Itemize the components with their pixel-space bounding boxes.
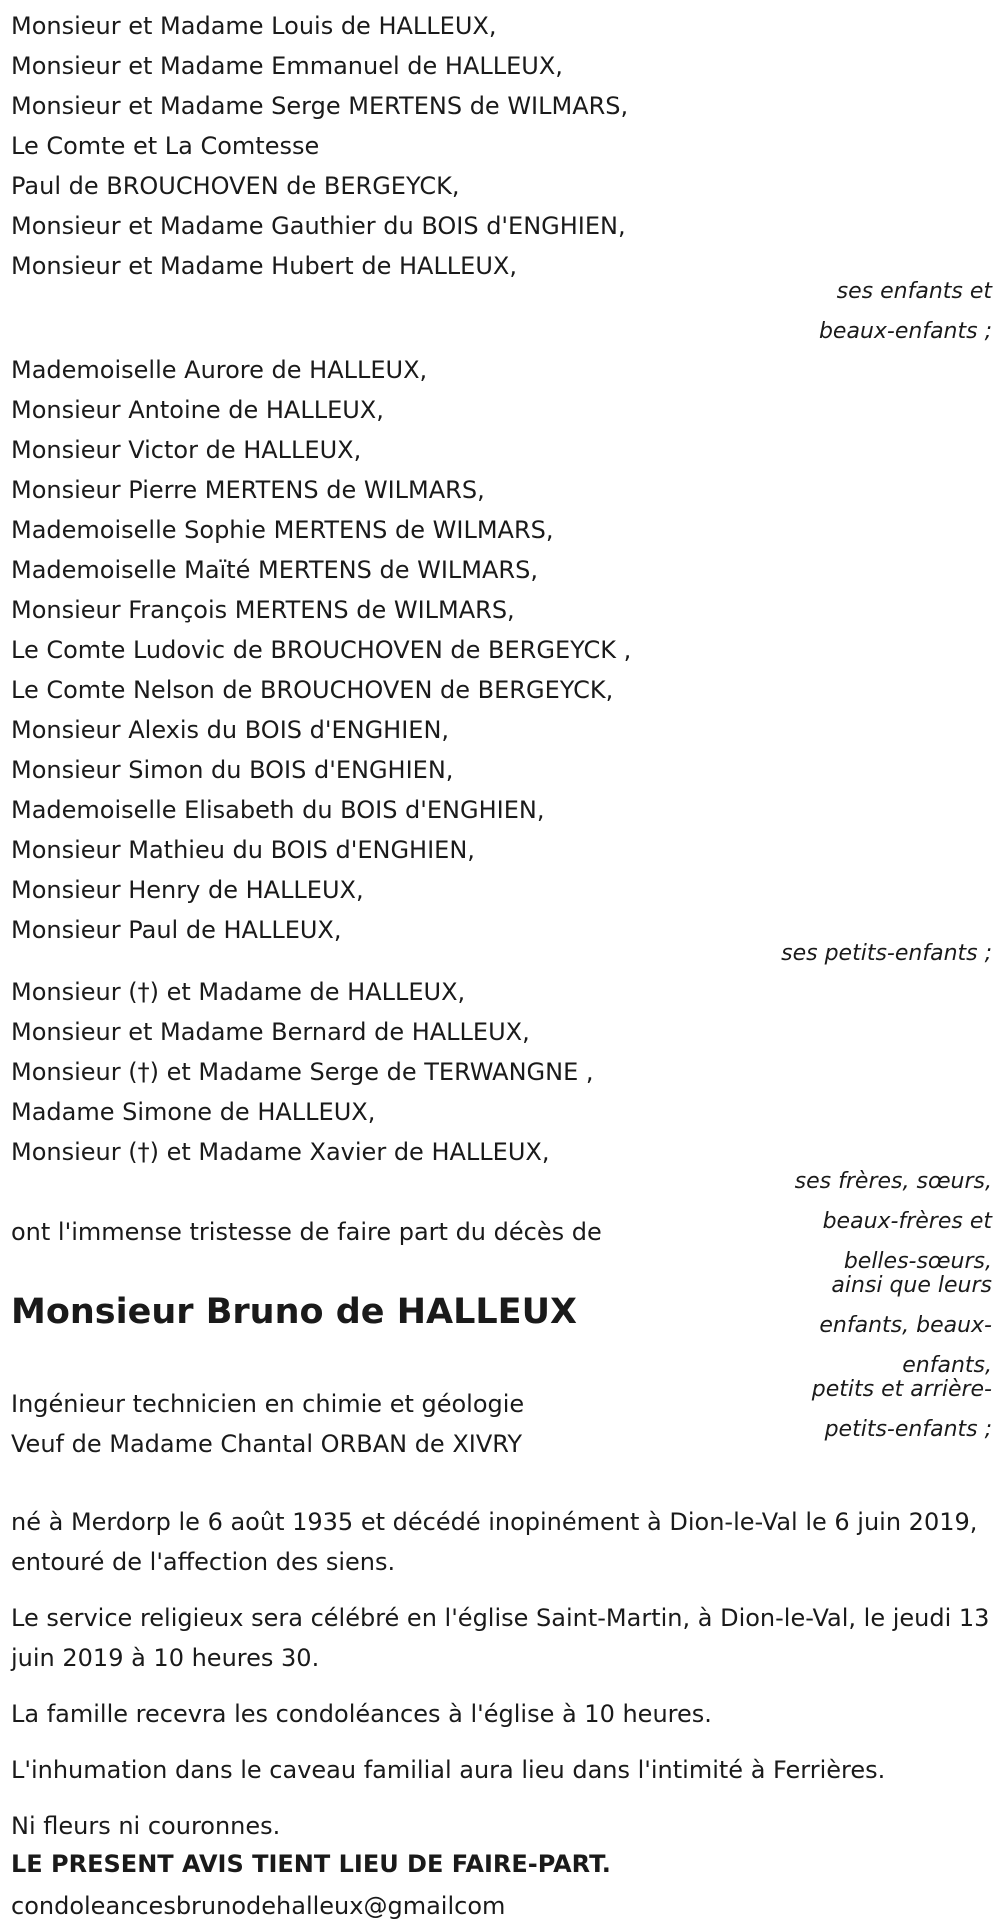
grandchild-line: Mademoiselle Elisabeth du BOIS d'ENGHIEN, <box>11 796 545 824</box>
service-paragraph: Le service religieux sera célébré en l'église Saint-Martin, à Dion-le-Val, le jeudi 13 juin 2019 à 10 heures 30. <box>11 1604 990 1672</box>
birth-death-paragraph: né à Merdorp le 6 août 1935 et décédé inopinément à Dion-le-Val le 6 juin 2019, entouré de l'affection des siens. <box>11 1508 978 1576</box>
children-line: Le Comte et La Comtesse <box>11 132 320 160</box>
grandchild-line: Le Comte Nelson de BROUCHOVEN de BERGEYCK, <box>11 676 614 704</box>
role-line: belles-sœurs, <box>843 1249 992 1274</box>
children-line: Monsieur et Madame Serge MERTENS de WILMARS, <box>11 92 629 120</box>
sibling-line: Monsieur (†) et Madame Xavier de HALLEUX, <box>11 1138 550 1166</box>
widower-text: Veuf de Madame Chantal ORBAN de XIVRY <box>11 1430 523 1458</box>
grandchild-line: Monsieur Victor de HALLEUX, <box>11 436 362 464</box>
grandchild-line: Mademoiselle Sophie MERTENS de WILMARS, <box>11 516 554 544</box>
sibling-line: Madame Simone de HALLEUX, <box>11 1098 376 1126</box>
grandchild-line: Monsieur Paul de HALLEUX, <box>11 916 342 944</box>
grandchildren-role: ses petits-enfants ; <box>781 941 992 966</box>
sibling-line: Monsieur (†) et Madame de HALLEUX, <box>11 978 466 1006</box>
condolences-paragraph: La famille recevra les condoléances à l'église à 10 heures. <box>11 1700 712 1728</box>
grandchild-line: Monsieur Alexis du BOIS d'ENGHIEN, <box>11 716 450 744</box>
sibling-line: Monsieur et Madame Bernard de HALLEUX, <box>11 1018 530 1046</box>
children-line: Monsieur et Madame Gauthier du BOIS d'ENGHIEN, <box>11 212 626 240</box>
notice-paragraph: LE PRESENT AVIS TIENT LIEU DE FAIRE-PART. <box>11 1850 611 1878</box>
role-line: beaux-frères et <box>822 1209 992 1234</box>
grandchild-line: Mademoiselle Aurore de HALLEUX, <box>11 356 428 384</box>
children-line: Paul de BROUCHOVEN de BERGEYCK, <box>11 172 460 200</box>
grandchild-line: Monsieur Simon du BOIS d'ENGHIEN, <box>11 756 454 784</box>
role-line: petits et arrière- <box>811 1377 992 1402</box>
flowers-paragraph: Ni fleurs ni couronnes. <box>11 1812 281 1840</box>
sibling-line: Monsieur (†) et Madame Serge de TERWANGNE , <box>11 1058 594 1086</box>
role-line: enfants, beaux- <box>819 1313 992 1338</box>
role-line: beaux-enfants ; <box>818 319 992 344</box>
children-line: Monsieur et Madame Louis de HALLEUX, <box>11 12 497 40</box>
announcement-text: ont l'immense tristesse de faire part du décès de <box>11 1218 602 1246</box>
grandchild-line: Monsieur Mathieu du BOIS d'ENGHIEN, <box>11 836 475 864</box>
grandchild-line: Le Comte Ludovic de BROUCHOVEN de BERGEYCK , <box>11 636 632 664</box>
grandchild-line: Monsieur François MERTENS de WILMARS, <box>11 596 515 624</box>
grandchild-line: Monsieur Antoine de HALLEUX, <box>11 396 384 424</box>
role-line: ainsi que leurs <box>831 1273 992 1298</box>
email-text: condoleancesbrunodehalleux@gmailcom <box>11 1892 506 1920</box>
grandchild-line: Monsieur Pierre MERTENS de WILMARS, <box>11 476 485 504</box>
role-line: ses frères, sœurs, <box>794 1169 992 1194</box>
grandchild-line: Monsieur Henry de HALLEUX, <box>11 876 364 904</box>
deceased-name: Monsieur Bruno de HALLEUX <box>11 1292 577 1332</box>
children-line: Monsieur et Madame Hubert de HALLEUX, <box>11 252 517 280</box>
role-line: petits-enfants ; <box>824 1417 992 1442</box>
burial-paragraph: L'inhumation dans le caveau familial aura lieu dans l'intimité à Ferrières. <box>11 1756 886 1784</box>
children-line: Monsieur et Madame Emmanuel de HALLEUX, <box>11 52 563 80</box>
grandchild-line: Mademoiselle Maïté MERTENS de WILMARS, <box>11 556 538 584</box>
role-line: enfants, <box>902 1353 992 1378</box>
role-line: ses enfants et <box>836 279 992 304</box>
profession-text: Ingénieur technicien en chimie et géologie <box>11 1390 525 1418</box>
